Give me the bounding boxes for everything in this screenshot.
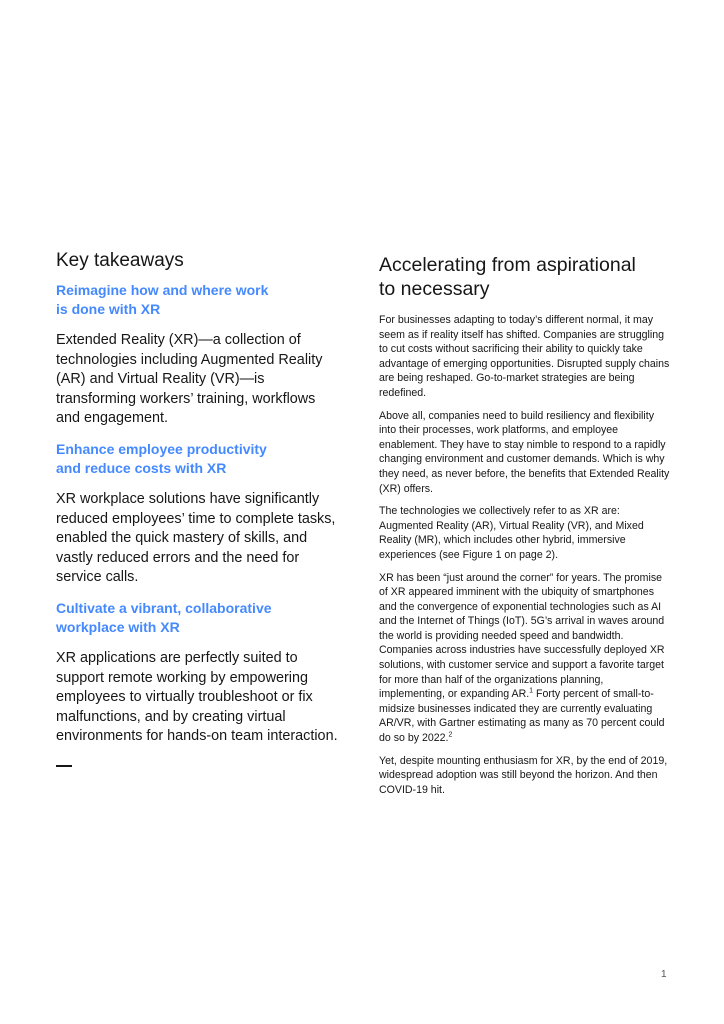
footnote-marker: 1 — [529, 687, 534, 695]
page-number: 1 — [661, 969, 667, 980]
takeaway-item — [56, 440, 338, 588]
footnote-marker: 2 — [448, 731, 453, 739]
takeaway-item — [56, 599, 338, 747]
article-paragraph: For businesses adapting to today’s different normal, it may seem as if reality itself has shifted. Companies are struggling to cut costs without sacrificing their ability to quickly take advantage of emerging opportunities. Disrupted supply chains are being reshaped. Go-to-market strategies are being redefined. — [379, 314, 670, 399]
paragraph-text: XR has been “just around the corner” for years. The promise of XR appeared imminent with the ubiquity of smartphones and the convergence of exponential technologies such as AI and the Internet of Things (IoT). 5G’s arrival in waves around the world is providing needed speed and bandwidth. Companies across industries have successfully deployed XR solutions, with customer service and support a favorite target for more than half of the organizations planning, implementing, or expanding AR. — [379, 571, 665, 701]
paragraph-text: Forty percent of small-to-midsize businesses indicated they are currently evaluating AR/VR, with Gartner estimating as many as 70 percent could do so by 2022. — [379, 688, 665, 745]
key-takeaways-title: Key takeaways — [56, 250, 184, 271]
takeaway-heading: Cultivate a vibrant, collaborative workplace with XR — [56, 599, 272, 635]
takeaway-heading: Reimagine how and where work is done with XR — [56, 282, 269, 317]
article-paragraph — [379, 571, 671, 746]
key-takeaways-column — [56, 249, 338, 767]
article-paragraph: Yet, despite mounting enthusiasm for XR, by the end of 2019, widespread adoption was still beyond the horizon. And then COVID-19 hit. — [379, 754, 668, 796]
article-paragraph: Above all, companies need to build resiliency and flexibility into their processes, work platforms, and employee enablement. They have to stay nimble to respond to a rapidly changing environment and customer demands. Which is why they need, as never before, the benefits that Extended Reality (XR) offers. — [379, 409, 670, 495]
section-end-dash — [56, 765, 72, 767]
takeaway-item — [56, 281, 338, 429]
takeaway-body: XR applications are perfectly suited to support remote working by empowering employees to virtually troubleshoot or fix malfunctions, and by creating virtual environments for hands-on team interaction. — [56, 649, 338, 745]
article-column — [379, 253, 671, 805]
article-title: Accelerating from aspirational to necessary — [379, 254, 636, 300]
takeaway-heading: Enhance employee productivity and reduce costs with XR — [56, 440, 267, 476]
takeaway-body: Extended Reality (XR)—a collection of technologies including Augmented Reality (AR) and Virtual Reality (VR)—is transforming workers’ training, workflows and engagement. — [56, 332, 323, 427]
article-paragraph: The technologies we collectively refer to as XR are: Augmented Reality (AR), Virtual Reality (VR), and Mixed Reality (MR), which includes other hybrid, immersive experiences (see Figure 1 on page 2). — [379, 505, 644, 561]
takeaway-body: XR workplace solutions have significantly reduced employees’ time to complete tasks, enabled the quick mastery of skills, and vastly reduced errors and the need for service calls. — [56, 490, 336, 586]
